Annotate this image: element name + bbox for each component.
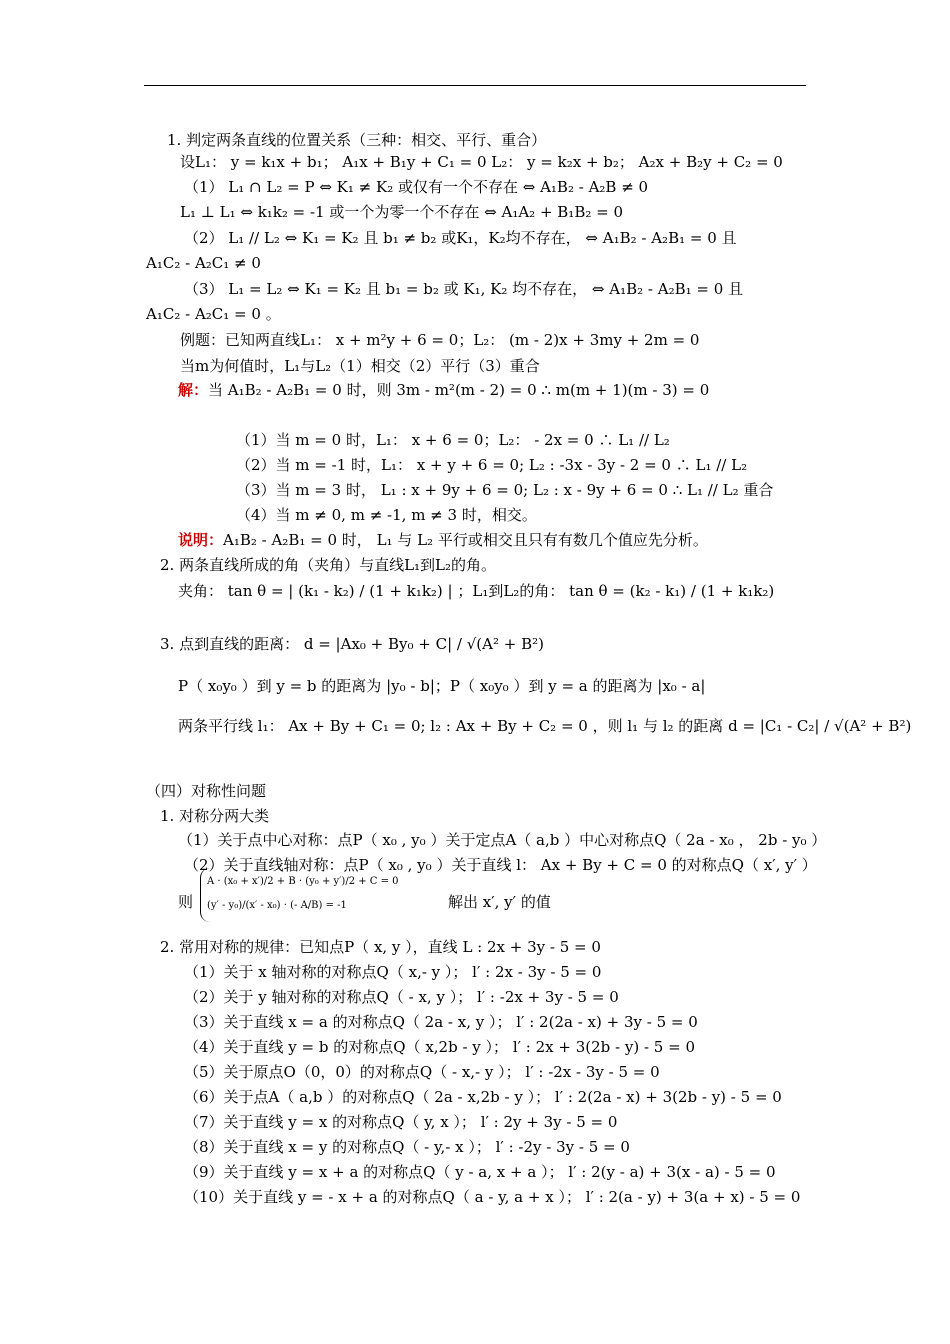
text-line: 设L₁： y = k₁x + b₁； A₁x + B₁y + C₁ = 0 L₂： y = k₂x + b₂； A₂x + B₂y + C₂ = 0 xyxy=(180,153,783,171)
note-label: 说明： xyxy=(178,531,224,549)
equation-system xyxy=(200,868,441,922)
header-rule xyxy=(144,85,806,86)
text-line: （3）当 m = 3 时， L₁ : x + 9y + 6 = 0; L₂ : x - 9y + 6 = 0 ∴ L₁ // L₂ 重合 xyxy=(236,481,774,499)
text-line: （1） L₁ ∩ L₂ = P ⇔ K₁ ≠ K₂ 或仅有一个不存在 ⇔ A₁B₂ - A₂B ≠ 0 xyxy=(184,178,649,196)
text-line: （4）当 m ≠ 0, m ≠ -1, m ≠ 3 时，相交。 xyxy=(236,506,537,524)
text-line: 两条平行线 l₁： Ax + By + C₁ = 0; l₂ : Ax + By + C₂ = 0 ，则 l₁ 与 l₂ 的距离 d = |C₁ - C₂| / √(A² + B²) xyxy=(178,717,912,735)
text-line: 2. 两条直线所成的角（夹角）与直线L₁到L₂的角。 xyxy=(160,556,497,574)
text-line: 3. 点到直线的距离： d = |Ax₀ + By₀ + C| / √(A² + B²) xyxy=(160,635,545,653)
text-line: A₁C₂ - A₂C₁ = 0 。 xyxy=(146,305,281,323)
text-line: 当m为何值时，L₁与L₂（1）相交（2）平行（3）重合 xyxy=(180,357,540,375)
text-line: （6）关于点A（ a,b ）的对称点Q（ 2a - x,2b - y ）； l′ : 2(2a - x) + 3(2b - y) - 5 = 0 xyxy=(184,1088,782,1106)
text-line: P（ x₀y₀ ）到 y = b 的距离为 |y₀ - b|；P（ x₀y₀ ）到 y = a 的距离为 |x₀ - a| xyxy=(178,677,706,695)
text-line: （8）关于直线 x = y 的对称点Q（ - y,- x ）； l′ : -2y - 3y - 5 = 0 xyxy=(184,1138,630,1156)
text-line: （2） L₁ // L₂ ⇔ K₁ = K₂ 且 b₁ ≠ b₂ 或K₁，K₂均不存在， ⇔ A₁B₂ - A₂B₁ = 0 且 xyxy=(184,229,737,247)
text-line: （5）关于原点O（0，0）的对称点Q（ - x,- y ）； l′ : -2x - 3y - 5 = 0 xyxy=(184,1063,660,1081)
text-line: 2. 常用对称的规律：已知点P（ x, y ），直线 L : 2x + 3y - 5 = 0 xyxy=(160,938,601,956)
text-line: 解出 x′, y′ 的值 xyxy=(448,893,551,911)
text-line: （3）关于直线 x = a 的对称点Q（ 2a - x, y ）； l′ : 2(2a - x) + 3y - 5 = 0 xyxy=(184,1013,698,1031)
text-line: 夹角： tan θ = | (k₁ - k₂) / (1 + k₁k₂) | ；L₁到L₂的角： tan θ = (k₂ - k₁) / (1 + k₁k₂) xyxy=(178,582,775,600)
solution-line xyxy=(178,380,709,400)
solution-label: 解： xyxy=(178,381,209,399)
text-line: 1. 判定两条直线的位置关系（三种：相交、平行、重合） xyxy=(167,131,547,149)
text-line: （3） L₁ = L₂ ⇔ K₁ = K₂ 且 b₁ = b₂ 或 K₁, K₂ 均不存在， ⇔ A₁B₂ - A₂B₁ = 0 且 xyxy=(184,280,744,298)
text-line: 例题：已知两直线L₁： x + m²y + 6 = 0；L₂： (m - 2)x + 3my + 2m = 0 xyxy=(180,331,700,349)
text-line: （1）关于点中心对称：点P（ x₀ , y₀ ）关于定点A（ a,b ）中心对称点Q（ 2a - x₀ ， 2b - y₀ ） xyxy=(178,831,827,849)
text-line: （10）关于直线 y = - x + a 的对称点Q（ a - y, a + x ）； l′ : 2(a - y) + 3(a + x) - 5 = 0 xyxy=(184,1188,801,1206)
text-line: （2）关于 y 轴对称的对称点Q（ - x, y ）； l′ : -2x + 3y - 5 = 0 xyxy=(184,988,619,1006)
text-line: （1）关于 x 轴对称的对称点Q（ x,- y ）； l′ : 2x - 3y - 5 = 0 xyxy=(184,963,602,981)
text-line: （9）关于直线 y = x + a 的对称点Q（ y - a, x + a ）； l′ : 2(y - a) + 3(x - a) - 5 = 0 xyxy=(184,1163,776,1181)
text-line: 1. 对称分两大类 xyxy=(160,807,270,825)
text-line: （4）关于直线 y = b 的对称点Q（ x,2b - y ）； l′ : 2x + 3(2b - y) - 5 = 0 xyxy=(184,1038,695,1056)
text-line: （2）关于直线轴对称：点P（ x₀ , y₀ ）关于直线 l： Ax + By + C = 0 的对称点Q（ x′, y′ ） xyxy=(184,856,817,874)
note-text: A₁B₂ - A₂B₁ = 0 时， L₁ 与 L₂ 平行或相交且只有有数几个值应先分析。 xyxy=(223,531,708,549)
solution-text: 当 A₁B₂ - A₂B₁ = 0 时，则 3m - m²(m - 2) = 0 ∴ m(m + 1)(m - 3) = 0 xyxy=(208,381,710,399)
system-eq2: (y′ - y₀)/(x′ - x₀) · (- A/B) = -1 xyxy=(207,900,347,911)
text-line: （2）当 m = -1 时，L₁： x + y + 6 = 0; L₂ : -3x - 3y - 2 = 0 ∴ L₁ // L₂ xyxy=(236,456,748,474)
text-line: L₁ ⊥ L₁ ⇔ k₁k₂ = -1 或一个为零一个不存在 ⇔ A₁A₂ + B₁B₂ = 0 xyxy=(180,203,624,221)
text-line: （7）关于直线 y = x 的对称点Q（ y, x ）； l′ : 2y + 3y - 5 = 0 xyxy=(184,1113,618,1131)
text-line: 则 xyxy=(178,893,194,911)
system-eq1: A · (x₀ + x′)/2 + B · (y₀ + y′)/2 + C = 0 xyxy=(207,876,399,887)
text-line: A₁C₂ - A₂C₁ ≠ 0 xyxy=(146,254,261,272)
text-line: （四）对称性问题 xyxy=(146,782,267,800)
text-line: （1）当 m = 0 时，L₁： x + 6 = 0；L₂： - 2x = 0 ∴ L₁ // L₂ xyxy=(236,431,670,449)
note-line xyxy=(178,530,708,550)
